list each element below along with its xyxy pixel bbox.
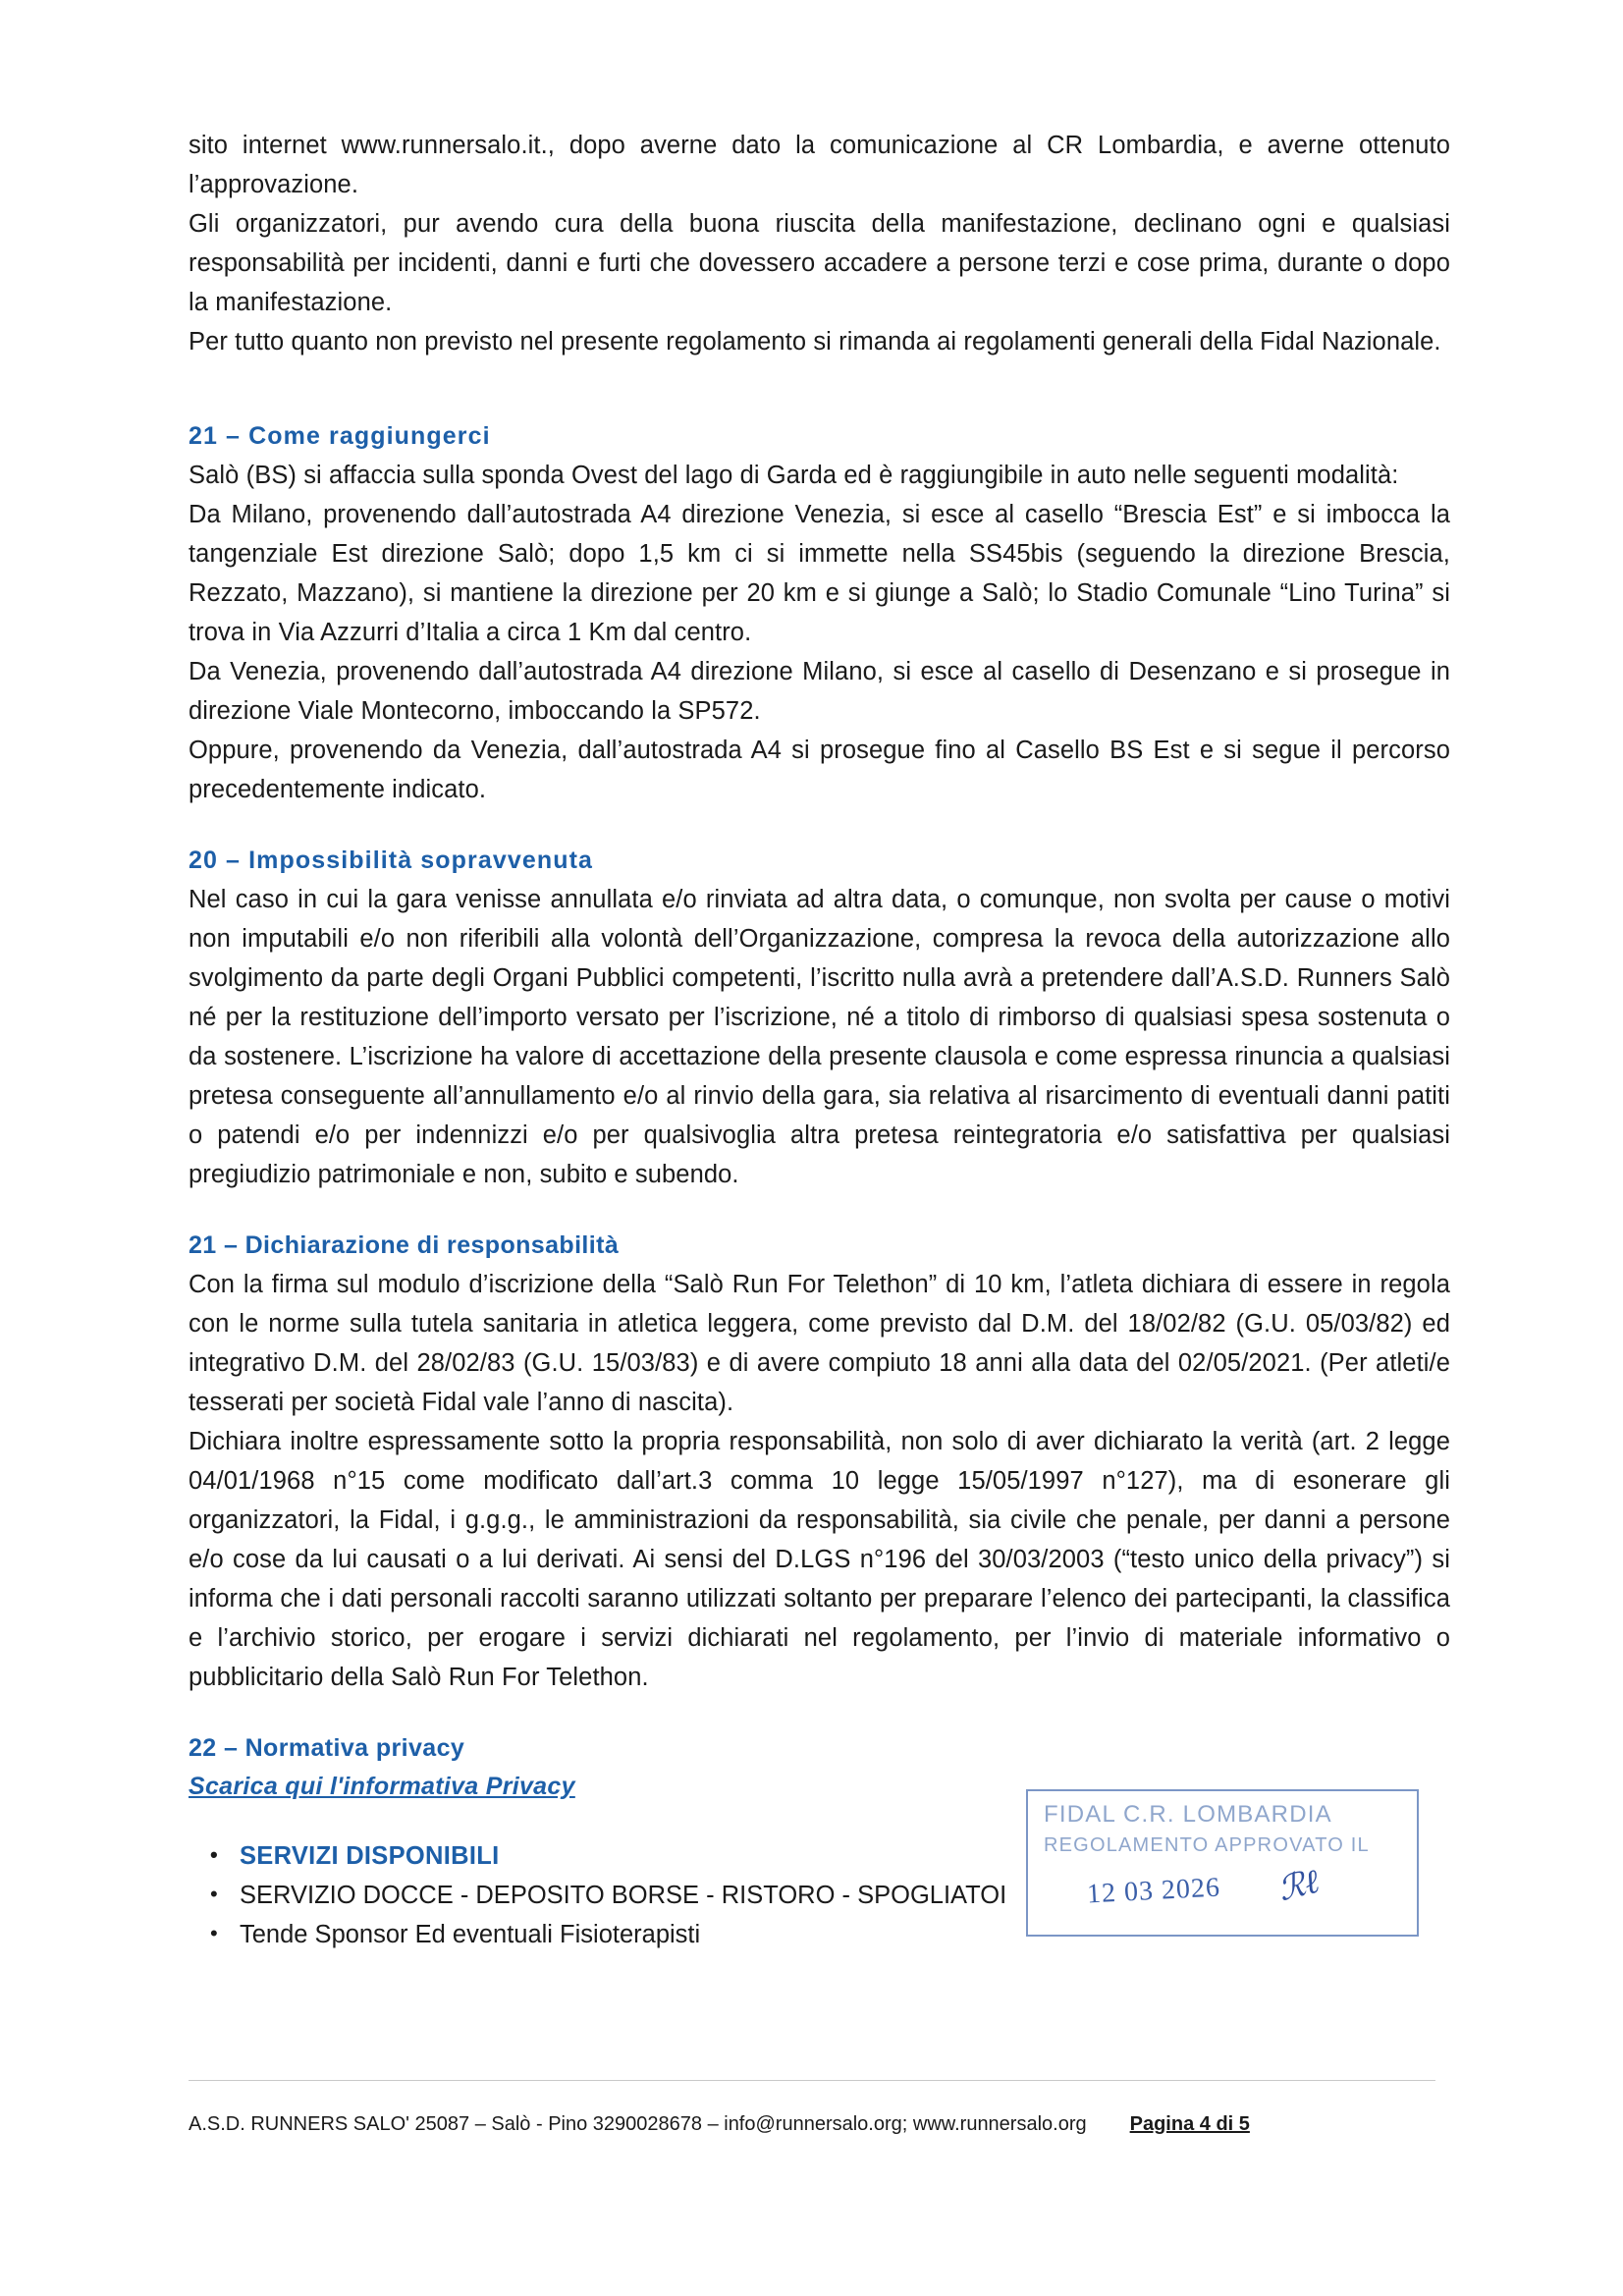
approval-stamp	[1026, 1789, 1419, 1937]
paragraph-intro-2: Gli organizzatori, pur avendo cura della buona riuscita della manifestazione, declinano ogni e qualsiasi responsabilità per incidenti, danni e furti che dovessero accadere a persone terzi e cose prima, durante o dopo la manifestazione.	[189, 210, 1450, 316]
paragraph-raggiungerci-2: Da Milano, provenendo dall’autostrada A4 direzione Venezia, si esce al casello “Brescia Est” e si imbocca la tangenziale Est direzione Salò; dopo 1,5 km ci si immette nella SS45bis (seguendo la direzione Brescia, Rezzato, Mazzano), si mantiene la direzione per 20 km e si giunge a Salò; lo Stadio Comunale “Lino Turina” si trova in Via Azzurri d’Italia a circa 1 Km dal centro.	[189, 501, 1450, 646]
list-item-services-title: • SERVIZI DISPONIBILI	[240, 1836, 1450, 1876]
spacer	[189, 809, 1450, 841]
section-heading-dichiarazione: 21 – Dichiarazione di responsabilità	[189, 1231, 620, 1259]
section-heading-privacy: 22 – Normativa privacy	[189, 1734, 465, 1762]
list-item: • SERVIZIO DOCCE - DEPOSITO BORSE - RISTORO - SPOGLIATOI	[240, 1876, 1450, 1915]
spacer	[189, 361, 1450, 416]
stamp-approval-label: REGOLAMENTO APPROVATO IL	[1044, 1834, 1370, 1856]
page-content	[189, 126, 1450, 1954]
list-item: • Tende Sponsor Ed eventuali Fisioterapisti	[240, 1915, 1450, 1954]
paragraph-intro-3: Per tutto quanto non previsto nel presente regolamento si rimanda ai regolamenti generali della Fidal Nazionale.	[189, 328, 1441, 355]
paragraph-dichiarazione-2: Dichiara inoltre espressamente sotto la propria responsabilità, non solo di aver dichiarato la verità (art. 2 legge 04/01/1968 n°15 come modificato dall’art.3 comma 10 legge 15/05/1997 n°127), ma di esonerare gli organizzatori, la Fidal, i g.g.g., le amministrazioni da responsabilità, sia civile che penale, per danni a persone e/o cose da lui causati o a lui derivati. Ai sensi del D.LGS n°196 del 30/03/2003 (“testo unico della privacy”) si informa che i dati personali raccolti saranno utilizzati soltanto per preparare l’elenco dei partecipanti, la classifica e l’archivio storico, per erogare i servizi dichiarati nel regolamento, per l’invio di materiale informativo o pubblicitario della Salò Run For Telethon.	[189, 1428, 1450, 1691]
spacer	[189, 1194, 1450, 1226]
paragraph-intro-1: sito internet www.runnersalo.it., dopo averne dato la comunicazione al CR Lombardia, e averne ottenuto l’approvazione.	[189, 132, 1450, 198]
footer-divider	[189, 2080, 1435, 2081]
paragraph-impossibilita-1: Nel caso in cui la gara venisse annullata e/o rinviata ad altra data, o comunque, non svolta per cause o motivi non imputabili e/o non riferibili alla volontà dell’Organizzazione, compresa la revoca della autorizzazione allo svolgimento da parte degli Organi Pubblici competenti, l’iscritto nulla avrà a pretendere dall’A.S.D. Runners Salò né per la restituzione dell’importo versato per l’iscrizione, né a titolo di rimborso di qualsiasi spesa sostenuta o da sostenere. L’iscrizione ha valore di accettazione della presente clausola e come espressa rinuncia a qualsiasi pretesa conseguente all’annullamento e/o al rinvio della gara, sia relativa al risarcimento di eventuali danni patiti o patendi e/o per indennizzi e/o per qualsivoglia altra pretesa reintegratoria e/o satisfattiva per qualsiasi pregiudizio patrimoniale e non, subito e subendo.	[189, 886, 1450, 1188]
stamp-date: 12 03 2026	[1086, 1872, 1221, 1910]
section-heading-come-raggiungerci: 21 – Come raggiungerci	[189, 422, 491, 450]
footer-page-number: Pagina 4 di 5	[1129, 2113, 1250, 2135]
page-footer	[189, 2109, 1445, 2139]
section-heading-impossibilita: 20 – Impossibilità sopravvenuta	[189, 847, 594, 874]
stamp-signature: ℛℓ	[1274, 1863, 1324, 1909]
spacer	[189, 1697, 1450, 1728]
footer-contact-info: A.S.D. RUNNERS SALO' 25087 – Salò - Pino 3290028678 – info@runnersalo.org; www.runnersalo.org	[189, 2113, 1087, 2135]
stamp-authority-label: FIDAL C.R. LOMBARDIA	[1044, 1801, 1332, 1828]
paragraph-raggiungerci-3: Da Venezia, provenendo dall’autostrada A4 direzione Milano, si esce al casello di Desenzano e si prosegue in direzione Viale Montecorno, imboccando la SP572.	[189, 658, 1450, 725]
paragraph-raggiungerci-4: Oppure, provenendo da Venezia, dall’autostrada A4 si prosegue fino al Casello BS Est e si segue il percorso precedentemente indicato.	[189, 737, 1450, 803]
paragraph-raggiungerci-1: Salò (BS) si affaccia sulla sponda Ovest del lago di Garda ed è raggiungibile in auto nelle seguenti modalità:	[189, 462, 1399, 489]
paragraph-dichiarazione-1: Con la firma sul modulo d’iscrizione della “Salò Run For Telethon” di 10 km, l’atleta dichiara di essere in regola con le norme sulla tutela sanitaria in atletica leggera, come previsto dal D.M. del 18/02/82 (G.U. 05/03/82) ed integrativo D.M. del 28/02/83 (G.U. 15/03/83) e di avere compiuto 18 anni alla data del 02/05/2021. (Per atleti/e tesserati per società Fidal vale l’anno di nascita).	[189, 1271, 1450, 1416]
privacy-policy-link[interactable]: Scarica qui l'informativa Privacy	[189, 1773, 575, 1800]
